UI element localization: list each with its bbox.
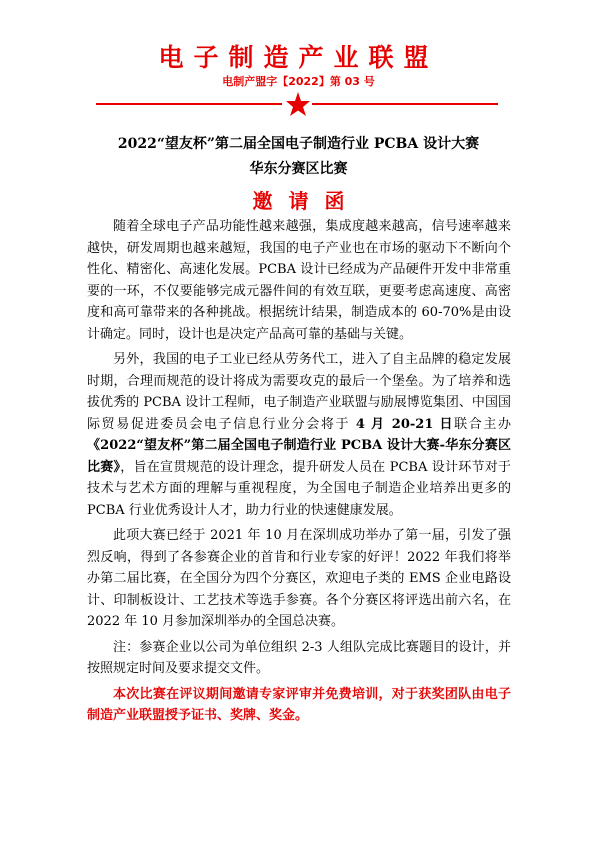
paragraph-intro: 随着全球电子产品功能性越来越强，集成度越来越高，信号速率越来越快，研发周期也越来越短，我国的电子产业也在市场的驱动下不断向个性化、精密化、高速化发展。PCBA 设计已经成为产品硬件开发中非常重要的一环，不仅要能够完成元器件间的有效互联，更要考虑高速度、高密度和高可靠带来的各种挑战。根据统计结果，制造成本的 60-70%是由设计确定。同时，设计也是决定产品高可靠的基础与关键。 (87, 219, 511, 342)
star-icon (285, 91, 311, 117)
paragraph-history: 此项大赛已经于 2021 年 10 月在深圳成功举办了第一届，引发了强烈反响，得到了各参赛企业的首肯和行业专家的好评！2022 年我们将举办第二届比赛，在全国分为四个分赛区，欢迎电子类的 EMS 企业电路设计、印制板设计、工艺技术等选手参赛。各个分赛区将评选出前六名，在 2022 年 10 月参加深圳举办的全国总决赛。 (87, 528, 511, 629)
letter-body (87, 216, 511, 731)
divider-left (96, 103, 282, 105)
paragraph-event (87, 349, 511, 521)
paragraph-award: 本次比赛在评议期间邀请专家评审并免费培训，对于获奖团队由电子制造产业联盟授予证书、奖牌、奖金。 (87, 686, 511, 723)
paragraph-event-text-c: ，旨在宣贯规范的设计理念，提升研发人员在 PCBA 设计环节对于技术与艺术方面的理解与重视程度，为全国电子制造企业培养出更多的 PCBA 行业优秀设计人才，助力行业的快速健康发展。 (87, 459, 511, 518)
event-name: 《2022“望友杯”第二届全国电子制造行业 PCBA 设计大赛-华东分赛区比赛》 (87, 438, 511, 475)
organization-title: 电子制造产业联盟 (158, 43, 439, 72)
divider-right (312, 103, 498, 105)
paragraph-note: 注：参赛企业以公司为单位组织 2-3 人组队完成比赛题目的设计，并按照规定时间及要求提交文件。 (87, 639, 511, 676)
paragraph-event-text-a: 另外，我国的电子工业已经从劳务代工，进入了自主品牌的稳定发展时期，合理而规范的设计将成为需要攻克的最后一个堡垒。为了培养和选拔优秀的 PCBA 设计工程师，电子制造产业联盟与励展博览集团、中国国际贸易促进委员会电子信息行业分会将于 (87, 352, 511, 432)
document-number: 电制产盟字【2022】第 03 号 (222, 75, 375, 88)
invitation-heading: 邀请函 (252, 189, 361, 213)
paragraph-event-text-b: 联合主办 (454, 416, 511, 432)
event-subtitle: 华东分赛区比赛 (249, 161, 348, 177)
event-date: 4 月 20-21 日 (355, 416, 455, 432)
event-title: 2022“望友杯”第二届全国电子制造行业 PCBA 设计大赛 (117, 136, 480, 152)
